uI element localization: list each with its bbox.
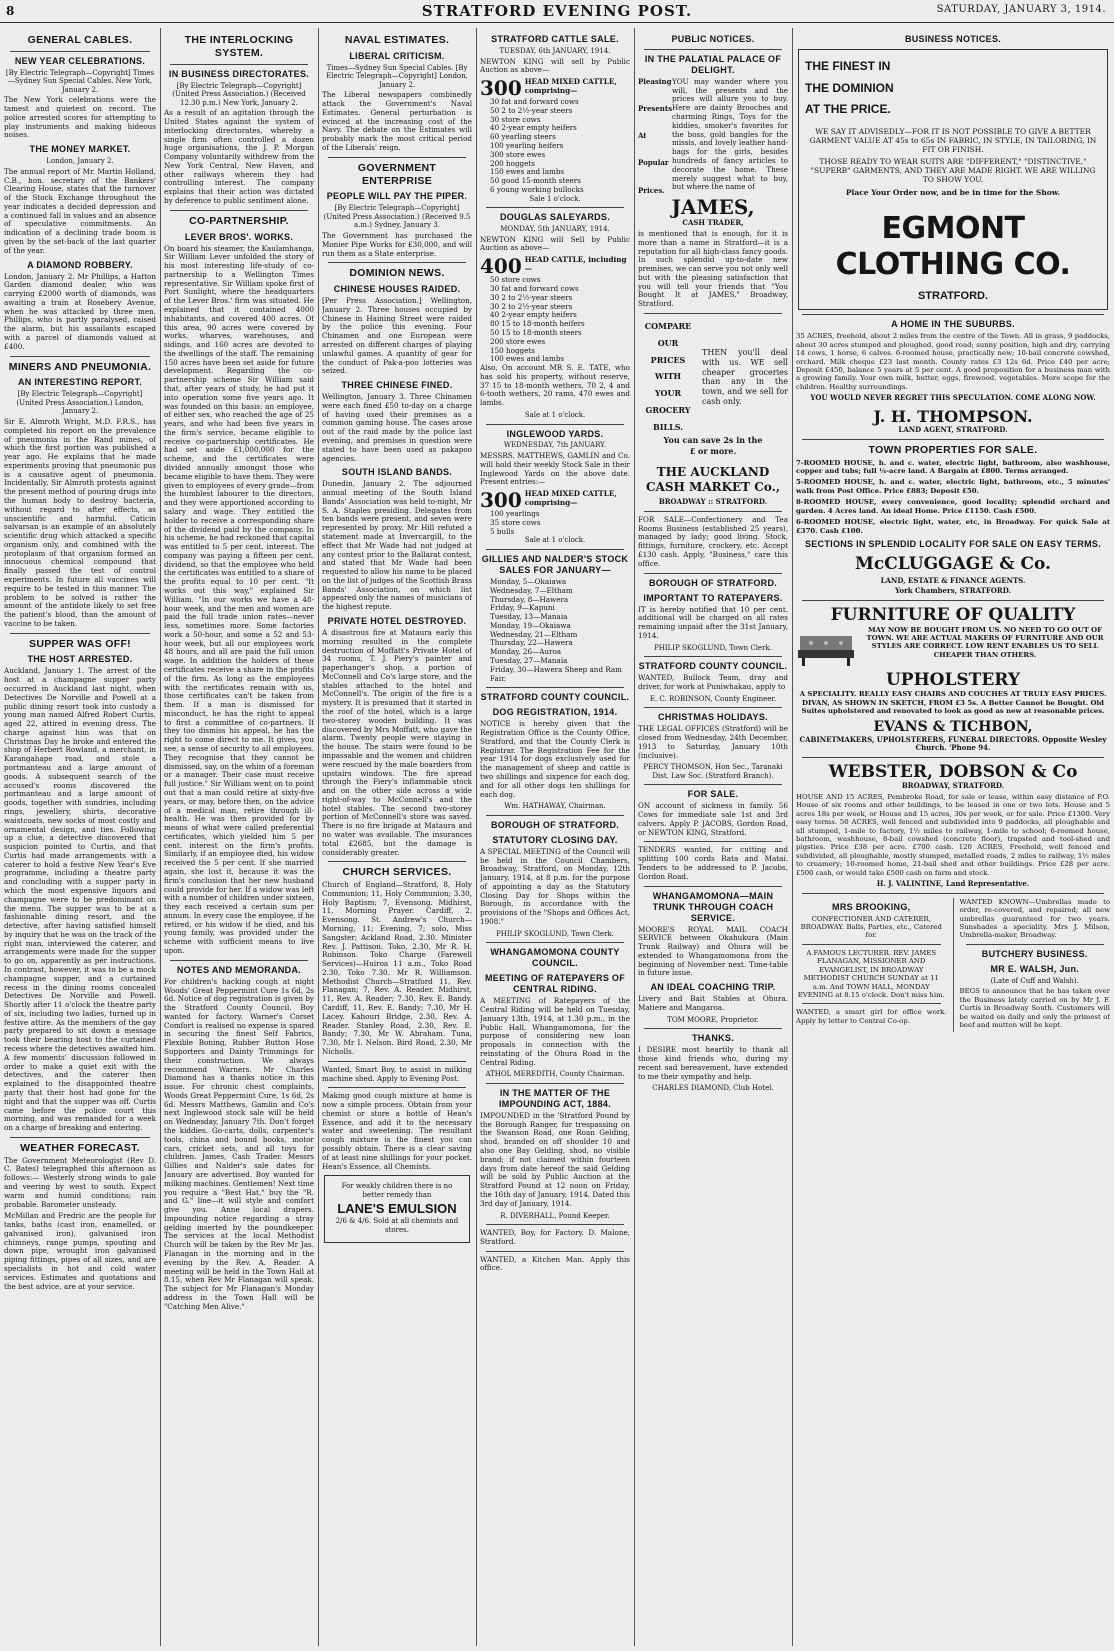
- column-rule: [160, 28, 161, 1646]
- ad-text: Also, On account MR S. E. TATE, who has sold his property, without reserve, 37 15 to 18-month wethers, 70 2, 4 and 6-tooth wethers, 20 rams, 470 ewes and lambs.: [480, 363, 630, 408]
- article-text: London, January 2. Mr Phillips, a Hatton Garden diamond dealer, who was carrying £2000 worth of diamonds, was awaiting a train at Rosebery Avenue, when he was attacked by three men. Phillips, who is partly paralysed, raised the alarm, but his assailants escaped with a parcel of diamonds valued at £400.: [4, 271, 156, 351]
- newspaper-title: STRATFORD EVENING POST.: [421, 2, 693, 20]
- sale-date: WEDNESDAY, 7th JANUARY.: [503, 441, 607, 450]
- property-listing: 7-ROOMED HOUSE, h. and c. water, electric light, bathroom, also washhouse, copper and tubs; full ¼-acre land. A Bargain at £800. Terms arranged.: [796, 458, 1110, 476]
- ad-text: £ or more.: [689, 446, 737, 457]
- furniture-ad: [796, 626, 1110, 670]
- ad-text: CABINETMAKERS, UPHOLSTERERS, FUNERAL DIRECTORS. Opposite Wesley Church. 'Phone 94.: [799, 734, 1107, 753]
- notice-text: ON account of sickness in family. 56 Cows for immediate sale 1st and 3rd calvers. Apply P. JACOBS, Gordon Road, or NEWTON KING, Stratford.: [638, 801, 788, 837]
- byline: [By Electric Telegraph—Copyright] (United Press Association.) London, January 2.: [16, 390, 144, 416]
- list-item: 100 yearling heifers: [490, 140, 564, 150]
- side-word: Prices.: [638, 185, 665, 195]
- compare-words: [638, 318, 698, 436]
- section-heading: GENERAL CABLES.: [27, 34, 133, 46]
- article-subheading: CHINESE HOUSES RAIDED.: [333, 284, 461, 295]
- ad-text: Place Your Order now, and be in time for the Show.: [845, 187, 1061, 197]
- ad-heading: TOWN PROPERTIES FOR SALE.: [868, 443, 1038, 456]
- article-subheading: LEVER BROS'. WORKS.: [184, 231, 294, 242]
- side-word: Presents: [638, 104, 673, 114]
- article-subheading: LIBERAL CRITICISM.: [349, 50, 445, 61]
- ad-text: MAY NOW BE BOUGHT FROM US. NO NEED TO GO OUT OF TOWN. WE ARE ACTUAL MAKERS OF FURNITURE AND OUR STYLES ARE CORRECT. LOW RENT ENABLES US TO SELL CHEAPER THAN OTHERS.: [866, 625, 1104, 659]
- article-subheading: SOUTH ISLAND BANDS.: [341, 467, 453, 478]
- article-heading: CHURCH SERVICES.: [342, 866, 452, 879]
- ad-text: York Chambers, STRATFORD.: [895, 586, 1011, 596]
- notice-signature: PHILIP SKOGLUND, Town Clerk.: [496, 929, 614, 938]
- byline: [By Electric Telegraph—Copyright] (United Press Association.) (Received 9.5 a.m.) Sydney, January 3.: [323, 204, 471, 230]
- list-item: 150 ewes and lambs: [490, 167, 565, 177]
- list-item: 5 bulls: [490, 526, 515, 536]
- byline: Times—Sydney Sun Special Cables. [By Electric Telegraph—Copyright] London, January 2.: [326, 63, 468, 89]
- article-subheading: AN INTERESTING REPORT.: [17, 377, 143, 388]
- column-4: [480, 30, 630, 1645]
- notice-text: NOTICE is hereby given that the Registration Office is the County Office, Stratford, and that the County Clerk is Registrar. The Registration Fee for the year 1914 for dogs exclusively used for the management of sheep and cattle is two shillings and sixpence for each dog, and for all other dogs ten shillings for each dog.: [480, 719, 630, 799]
- list-item: 40 2-year empty heifers: [490, 123, 577, 133]
- list-item: 50 2 to 2½-year steers: [490, 105, 573, 115]
- notice-subheading: AN IDEAL COACHING TRIP.: [650, 982, 776, 993]
- sale-headline: 300 HEAD MIXED CATTLE, comprising—: [480, 76, 617, 101]
- article-text: The Liberal newspapers combinedly attack the Government's Naval Estimates. General perturbation is evinced at the increasing cost of the Navy. The debate on the Estimates will probably mark the most critical period of the Liberals' reign.: [322, 90, 472, 153]
- list-item: 30 store cows: [490, 114, 541, 124]
- classified-ad: WANTED, a Kitchen Man. Apply this office.: [480, 1254, 630, 1273]
- list-item: 50 15 to 18-month steers: [490, 327, 582, 337]
- headline-line: THE FINEST IN: [805, 58, 891, 73]
- article-subheading: IN BUSINESS DIRECTORATES.: [168, 68, 310, 79]
- list-item: 200 hoggets: [490, 158, 535, 168]
- ad-text: is mentioned that is enough, for it is more than a name in Stratford—it is a reputation for all high-class fancy goods. In such splendid up-to-date new premises, we can serve you not only well but with the pleasing satisfaction that you will tell your friends that "You Bought It at JAMES," Broadway, Stratford.: [638, 228, 788, 309]
- upholstery-title: UPHOLSTERY: [885, 669, 1021, 690]
- column-rule: [634, 28, 635, 1646]
- article-heading: MINERS AND PNEUMONIA.: [8, 360, 152, 373]
- ad-text: SECTIONS IN SPLENDID LOCALITY FOR SALE ON EASY TERMS.: [804, 539, 1102, 549]
- notice-subheading: IMPORTANT TO RATEPAYERS.: [643, 592, 783, 603]
- article-text: The Government Meteorologist (Rev D. C. Bates) telegraphed this afternoon as follows:— Westerly strong winds to gale and veering by west to south. Expect warm and humid conditions; rain probable. Barometer unsteady.: [4, 1155, 156, 1209]
- james-name: JAMES,: [671, 195, 755, 220]
- side-word: At: [638, 131, 647, 141]
- list-item: 30 2 to 2½-year steers: [490, 301, 573, 311]
- palace-ad: [638, 78, 788, 195]
- byline: [By Electric Telegraph—Copyright] (United Press Association.) (Received 12.30 p.m.) New York, January 2.: [172, 81, 306, 107]
- article-heading: NEW YEAR CELEBRATIONS.: [14, 55, 146, 66]
- ad-heading: BUTCHERY BUSINESS.: [981, 948, 1088, 959]
- notice-signature: TOM MOORE, Proprietor.: [667, 1015, 759, 1024]
- compare-word: OUR: [657, 337, 679, 348]
- article-text: Dunedin, January 2. The adjourned annual meeting of the South Island Bands' Association was held to-night, Mr S. A. Staples presiding. Delegates from ten bands were present, and seven were represented by proxy. Mr Hill refuted a statement made at Invercargill, to the effect that Mr Wade had not judged at any contest prior to the Ballarat contest, and stated that Mr Wade had been requested to allow his name to be placed on the list of judges of the Scottish Brass Bands' Association, on which list appeared only the names of musicians of the highest repute.: [322, 479, 472, 612]
- ad-text: STRATFORD.: [917, 289, 989, 302]
- article-text: A disastrous fire at Mataura early this morning resulted in the complete destruction of Moffatt's Private Hotel of 34 rooms, T. J. Piery's painter and paperhanger's shop, a portion of McConnell and Co's large store, and the stables attached to the hotel and McConnell's. The origin of the fire is a mystery. It is presumed that it started in the roof of the hotel, which is a large two-storey wooden building. It was discovered by Mrs Moffatt, who gave the alarm. Twenty people were staying in the house. The stairs were found to be impassable and the women and children were rescued by the male boarders from upstairs windows. The fire spread through the Fiery's inflammable stock and on the other side across a wide right-of-way to McConnell's and the hotel stables. The second two-storey portion of McConnell's store was saved. There is no fire brigade at Mataura and no water was available. The insurances total £2685, but the damage is considerably greater.: [322, 628, 472, 857]
- ad-text: BEGS to announce that he has taken over the Business lately carried on by Mr J. F. Curtis in Broadway South. Customers will be waited on daily and only the primest of beef and mutton will be kept.: [959, 987, 1110, 1029]
- classified-ad: WANTED, a smart girl for office work. Apply by letter to Central Co-op.: [796, 1008, 947, 1025]
- notice-text: THE LEGAL OFFICES (Stratford) will be closed from Wednesday, 24th December, 1913 to Saturday, January 10th (inclusive).: [638, 724, 788, 760]
- advertisement-text: McMillan and Fredric are the people for tanks, baths (cast iron, enamelled, or galvanised iron), galvanised iron chimneys, range pumps, spouting and down pipe, wrought iron galvanised piping fittings, pipes of all sizes, and are specialists in hot and cold water services. Estimates and quotations and the best advice, are at your service.: [4, 1211, 156, 1291]
- ad-heading: INGLEWOOD YARDS.: [506, 428, 604, 439]
- notice-text: IMPOUNDED in the 'Stratford Pound by the Borough Ranger, for trespassing on the Swanson Road, one Roan Gelding, shod, branded on off shoulder 10 and also one Bay Gelding, shod, no visible brand; if not claimed within fourteen days from date hereof the said Gelding will be sold by Public Auction at the Stratford Pound at 12 noon on Friday, the 16th day of January, 1914. Dated this 3rd day of January, 1914.: [480, 1110, 630, 1208]
- column-rule: [318, 28, 319, 1646]
- notice-heading: WHANGAMOMONA COUNTY COUNCIL.: [490, 947, 620, 969]
- list-item: 80 15 to 18-month heifers: [490, 319, 585, 329]
- article-text: Auckland, January 1. The arrest of the host at a champagne supper party occurred in Auckland last night, when Detectives De Norville and Powell at a public dining resort took into custody a young man named Alfred Robert Curtis, aged 22, attired in evening dress. The charge against him was that on Christmas Day he broke and entered the shop of Herbert Rowland, a merchant, in Karangahape road, and stole a portmanteau and a large amount of goods. A subsequent search of the accused's rooms discovered the portmanteau and a large amount of goods, together with sundries, including rings, jewellery, shirts, decorative waistcoats, new socks of most costly and ornamental design, and ties. Following up a clue, a detective discovered that suspicion pointed to Curtis, and that Curtis had made arrangements with a caterer to hold a festive New Year's Eve programme, including a theatre party and concluding with a supper party in which the most expensive liquors and champagne were to be predominant on the menu. The supper was to be at a fashionable dining resort, and the detective, after having satisfied himself by inquiry that he was on the track of the right man, interviewed the caterer, and arrangements were made for the supper to go on, apparently as per instructions. In contrast, however, it was to be a mock champagne supper, and a curtained recess in the dining rooms concealed Detectives De Norville and Powell. Shortly after 11 o'clock the theatre party of six, including two ladies, turned up in festive attire. As the members of the gay party prepared to sit down a message took their bearing host to the curtained recess where the detectives awaited him. A few moments' discussion followed in order to make a quiet exit with the detectives, and the caterer then explained to the disappointed theatre party that their host had gone for the night and that the supper was off. Curtis came before the police court this morning, and was remanded for a week on a charge of breaking and entering.: [4, 666, 156, 1133]
- compare-word: YOUR: [654, 388, 682, 399]
- notice-heading: BOROUGH OF STRATFORD.: [648, 577, 778, 588]
- sale-headline: 300 HEAD MIXED CATTLE, comprising—: [480, 488, 617, 513]
- list-item: 200 store ewes: [490, 336, 546, 346]
- article-text: The Government has purchased the Monier Pipe Works for £30,000, and will run them as a State enterprise.: [322, 230, 472, 258]
- advertisement-text: Making good cough mixture at home is now a simple process. Obtain from your chemist or store a bottle of Hean's Essence, and add it to the necessary water and sweetening. The resultant cough mixture is the finest you can possibly obtain. There is a clear saving of at least nine shillings for your pocket. Hean's Essence, all Chemists.: [322, 1091, 472, 1171]
- bottom-right-ads: [960, 898, 1111, 1033]
- notice-subheading: DOG REGISTRATION, 1914.: [492, 707, 618, 718]
- notice-text: I DESIRE most heartily to thank all those kind friends who, during my recent sad bereavement, have extended to me their sympathy and help.: [638, 1045, 788, 1081]
- dateline: London, January 2.: [46, 157, 114, 166]
- article-text: As a result of an agitation through the United States against the system of interlocking directorates, whereby a single firm often controlled a dozen huge organisations, the J. P. Morgan Company voluntarily withdrew from the New York Central, New Haven, and other railways wherein they had controlling interest. The company explains that their action was dictated by deference to public sentiment alone.: [164, 108, 314, 205]
- compare-word: GROCERY: [645, 405, 691, 415]
- compare-word: PRICES: [650, 354, 686, 365]
- brooking-name: MRS BROOKING,: [832, 901, 911, 912]
- notice-heading: THANKS.: [691, 1033, 735, 1044]
- notice-subheading: STATUTORY CLOSING DAY.: [492, 834, 618, 845]
- ad-text: NEWTON KING will Sell by Public Auction as above—: [480, 234, 630, 253]
- butcher-name: MR E. WALSH, Jun.: [990, 963, 1080, 974]
- list-item: Monday, 5—Okaiawa: [490, 576, 567, 586]
- article-text: The New York celebrations were the tamest and quietest on record. The police arrested scores for attempting to play instruments and making hideous noises.: [4, 95, 156, 140]
- ad-text: A SPECIALITY. REALLY EASY CHAIRS AND COUCHES AT TRULY EASY PRICES. DIVAN, AS SHOWN IN SKETCH, FROM £3 5s. A Better Cannot be Bought. Old Suites upholstered and renovated to look as good as new at reasonable prices.: [799, 690, 1107, 716]
- livestock-list: [480, 510, 630, 536]
- notice-heading: STRATFORD COUNTY COUNCIL.: [480, 692, 630, 703]
- property-listing: 8-ROOMED HOUSE, every convenience, good locality; splendid orchard and garden. 4 Acres land. An ideal Home. Price £1150. Cash £500.: [796, 498, 1110, 515]
- egmont-brand: EGMONT CLOTHING CO.: [835, 210, 1071, 283]
- compare-word: COMPARE: [644, 321, 692, 332]
- byline: [By Electric Telegraph—Copyright] Times—Sydney Sun Special Cables. New York, January 2.: [5, 68, 155, 94]
- furniture-title: FURNITURE OF QUALITY: [830, 604, 1076, 625]
- sale-time: Sale at 1 o'clock.: [524, 410, 586, 419]
- notice-signature: Wm. HATHAWAY, Chairman.: [504, 802, 606, 811]
- livestock-list: [480, 276, 630, 364]
- ad-text: BROADWAY, STRATFORD.: [901, 781, 1005, 791]
- notice-heading: IN THE MATTER OF THE IMPOUNDING ACT, 1884.: [499, 1087, 611, 1109]
- page-number: 8: [6, 4, 15, 18]
- bottom-ads: [796, 898, 1110, 1033]
- sale-time: Sale 1 o'clock.: [529, 194, 581, 203]
- egmont-headline: [805, 56, 1101, 121]
- ad-text: A FAMOUS LECTURER. REV. JAMES FLANAGAN, MISSIONER AND EVANGELIST, IN BROADWAY METHODIST CHURCH SUNDAY at 11 a.m. And TOWN HALL, MONDAY EVENING at 8.15 o'clock. Don't miss him.: [797, 948, 945, 999]
- headline-line: THE DOMINION: [805, 80, 894, 95]
- ad-text: (Late of Cuff and Walsh).: [990, 976, 1079, 985]
- article-heading: DOMINION NEWS.: [349, 267, 445, 280]
- list-item: 50 store cows: [490, 275, 541, 285]
- list-item: Tuesday, 13—Manaia: [490, 612, 568, 622]
- list-item: 30 fat and forward cows: [490, 284, 579, 294]
- ad-heading: GILLIES AND NALDER'S STOCK SALES FOR JANUARY—: [481, 554, 629, 575]
- list-item: 150 hoggets: [490, 345, 535, 355]
- masthead: [0, 0, 1114, 23]
- article-text: On board his steamer, the Kaulamhanga, Sir William Lever unfolded the story of his most interesting life-study of co-partnership to a Wellington Times representative. Sir William spoke first of Port Sunlight, where the headquarters of the Lever Bros.' firm was situated. He explained that it contained 4000 inhabitants, and covered 400 acres. Of this area, 90 acres were covered by works, wharves, warehouses, and sidings, and 160 acres are devoted to the dwellings of the staff. The remaining 150 acres have been set aside for future development. Regarding the co-partnership scheme Sir William said that, after years of study, he had put it into operation some five years ago. It was founded on this basis: an employee, of either sex, who reached the age of 25 years, and who had been five years in the firm's service, became eligible to receive co-partnership certificates. He had set aside £1,000,000 for the scheme, and the certificates were divided annually amongst those who became eligible to have them. They were given to employees of every grade—from the humblest labourer to the directors, and they were apportioned according to salary and wage. They entitled the holder to receive a corresponding share of the dividend paid by the company. In his scheme, he had reckoned that capital was entitled to 5 per cent. interest. The company was paying a fifteen per cent. dividend, so that the employee who held the certificates was entitled to a share of the profits equal to 10 per cent. "It works out this way," explained Sir William. "In our works we have a 48-hour week, and the men and women are paid the full trade union rates—never less, sometimes more. Some factories work a 50-hour, and some a 52 and 53-hour week, but all our employees work 48 hours, and all are paid the full union wage. In addition the holders of these certificates receive a share in the profits of the firm. As long as the employees with the certificates remain with us, those certificates can't be taken from them. If a man is dismissed for misconduct, he has the right to appeal to first a committee of co-partners. If they too dismiss his appeal, he has the right to come direct to me. It gives, you see, a sense of security to all employees. They recognise that they cannot be dismissed, say, on the whim of a foreman or a manager. Their case must receive full justice." Sir William went on to point out that a man could retire at sixty-five years, or may, before then, on the advice of a medical man, retire through ill-health. He was then provided for by means of what were called preferential certificates, which yielded him 5 per cent. interest on the firm's profits. Similarly, if an employee died, his widow received the 5 per cent. If she married again, she lost it, because it was the firm's conclusion that her new husband could provide for her. If a widow was left with a number of children under sixteen, they each received a certain sum per annum. In every case the employee, if he retired, or his widow if he died, and his young family, was provided under the scheme with sufficient means to live upon.: [164, 243, 314, 956]
- article-text: The annual report of Mr. Martin Holland, C.B., hon. secretary of the Bankers' Clearing House, states that the turnover of the Stock Exchange throughout the year indicates a decided depression and a continued fall in values and an absence of speculative commitments. An indication of a declining trade boom is given by the set-back of the last quarter of the year.: [4, 166, 156, 255]
- notice-heading: STRATFORD COUNTY COUNCIL.: [638, 661, 788, 672]
- town-properties-list: [796, 459, 1110, 535]
- notice-signature: ATHOL MEREDITH, County Chairman.: [485, 1070, 625, 1079]
- article-text: Wellington, January 3. Three Chinamen were each fined £50 to-day on a charge of having used their premises as a common gaming house. The cases arose out of the raid made by the police last evening, and premises in question were stated to have been used as pakapoo agencies.: [322, 392, 472, 463]
- list-item: 100 ewes and lambs: [490, 354, 565, 364]
- list-item: Monday, 19—Okaiawa: [490, 620, 571, 630]
- side-word: Popular: [638, 158, 669, 168]
- article-text: Sir E. Almroth Wright, M.D. F.R.S., has completed his report on the prevalence of pneumonia in the Rand mines, of which the first portion was published a year ago. He explains that he made experiments proving that pneumonic pus is a causative agent of pneumonia. Incidentally, Sir Almroth protests against the present method of pouring drugs into the human body to destroy bacteria, without regard to after effects, as unscientific and harmful. Caticin salvarsan is an example of an absolutely scientific drug which attacked a specific organism only, and combined with the protoplasm of that organism formed an innocuous chemical compound that finally passed the test of control experiments. In future all vaccines will require to be tested in this manner. The problem to be solved is rather the amount of the antidote likely to set free the patient's blood, than the amount of vaccine to be taken.: [4, 416, 156, 628]
- notice-subheading: MEETING OF RATEPAYERS OF CENTRAL RIDING.: [484, 973, 626, 995]
- article-text: For children's hacking cough at night Woods' Great Peppermint Cure 1s 6d, 2s 6d. Notice of dog registration is given by the Stratford County Council. Boy wanted for factory. Warner's Corset Comfort is realised no expense is spared in securing the finest Self Fabrics, Flexible Boning, Rubber Button Hose Supporters and Dainty Trimmings for their construction. We always recommend Warners. Mr Charles Diamond has a thanks notice in this issue. For chronic chest complaints, Woods Great Peppermint Cure, 1s 6d, 2s 6d. Messrs Matthews, Gamlin and Co's next Inglewood stock sale will be held on Wednesday, January 7th. Don't forget the kiddies. Go-carts, dolls, carpenter's tools, china and bound books, motor cars, cricket sets, and all toys for children. James, Cash Trader. Messrs Gillies and Nalder's sale dates for January are advertised. Boy wanted for milking machines. Gentlemen! Next time you require a "Best Hat," buy the "R. and G." line—it will style and comfort give you. Anne local drapers. Impounding notice regarding a stray gelding inserted by the poundkeeper. The services at the local Methodist Church will be taken by the Rev Mr Jas. Flanagan in the morning and in the evening by the Rev. A. Reader. A meeting will be held in the Town Hall at 8.15, when Rev Mr Flanagan will speak. The subject for Mr Flanagan's Monday address in the Town Hall will be "Catching Men Alive.": [164, 976, 314, 1311]
- ad-text: YOU WOULD NEVER REGRET THIS SPECULATION. COME ALONG NOW.: [810, 393, 1096, 403]
- list-item: 6 young working bullocks: [490, 184, 584, 194]
- column-rule: [476, 28, 477, 1646]
- egmont-clothing-ad: [798, 49, 1108, 310]
- notice-text: Livery and Bait Stables at Ohura. Matiere and Mangaroa.: [638, 994, 788, 1012]
- list-item: Thursday, 8—Hawera: [490, 594, 569, 604]
- sale-date: MONDAY, 5th JANUARY, 1914.: [500, 225, 610, 234]
- ad-text: MESSRS. MATTHEWS, GAMLIN and Co. will hold their weekly Stock Sale in their Inglewood Yards on the above date. Present entries:—: [480, 451, 630, 487]
- notice-heading: WHANGAMOMONA—MAIN TRUNK THROUGH COACH SERVICE.: [652, 890, 774, 923]
- divan-icon: [796, 628, 856, 668]
- ad-heading: STRATFORD CATTLE SALE.: [491, 34, 619, 44]
- article-heading: NAVAL ESTIMATES.: [344, 34, 450, 46]
- article-heading: THE MONEY MARKET.: [29, 144, 131, 155]
- compare-ad: [638, 318, 788, 436]
- notice-text: WANTED, Bullock Team, dray and driver, for work at Puniwhakau, apply to: [638, 673, 788, 691]
- ad-text: BROADWAY :: STRATFORD.: [658, 497, 768, 507]
- article-heading: THE INTERLOCKING SYSTEM.: [184, 34, 294, 59]
- notice-heading: CHRISTMAS HOLIDAYS.: [658, 712, 768, 723]
- headline-line: AT THE PRICE.: [805, 102, 891, 117]
- column-2: [164, 30, 314, 1645]
- list-item: Tuesday, 27—Manaia: [490, 655, 568, 665]
- column-5: [638, 30, 788, 1645]
- sale-date: TUESDAY, 6th JANUARY, 1914.: [499, 46, 611, 55]
- list-item: Monday, 26—Auroa: [490, 647, 562, 657]
- list-item: 60 yearling steers: [490, 132, 556, 142]
- palace-side-words: [638, 76, 673, 195]
- ad-text: CONFECTIONER AND CATERER, BROADWAY. Balls, Parties, etc., Catered for.: [800, 914, 942, 940]
- ad-text: WE SAY IT ADVISEDLY—FOR IT IS NOT POSSIBLE TO GIVE A BETTER GARMENT VALUE AT 45s to 65s IN FABRIC, IN STYLE, IN TAILORING, IN FIT OR FINISH.: [809, 126, 1097, 155]
- list-item: 35 store cows: [490, 517, 541, 527]
- livestock-list: [480, 98, 630, 195]
- mccluggage-name: McCLUGGAGE & Co.: [855, 553, 1051, 574]
- classified-ad: WANTED, Boy, for Factory. D. Malone, Stratford.: [480, 1228, 630, 1246]
- article-text: Church of England—Stratford, 8, Holy Communion; 11, Holy Communion; 3.30, Holy Baptism; 7, Evensong. Midhirst, 11, Morning Prayer. Cardiff, 2, Evensong. St. Andrew's Church—Morning, 11; Evening, 7; solo, Miss Sangster; Ackland Road, 2.30. Minister Rev. J. Pattison. Toko, 2.30, Mr R. H. Robinson. Toko Charge (Farewell Services)—Huiroa 11 a.m., Toko Road 2.30, Toko 7.30. Mr R. Williamson. Methodist Church—Stratford 11, Rev. Flanagan; 7, Rev. A. Reader. Midhirst, 11, Rev. A. Reader; 7.30, Rev. E. Bandy. Cardiff, 11, Rev. E. Bandy; 7.30, Mr H. Lacey. Kahouri Bridge, 2.30, Rev. A. Reader. Stanley Road, 2.30, Rev. E. Bandy; 7.30, Mr W. Abraham. Tuna, 7.30, Mr I. Nelson. Bird Road, 2.30, Mr Nicholls.: [322, 880, 472, 1056]
- section-heading: BUSINESS NOTICES.: [904, 34, 1002, 44]
- notice-signature: CHARLES DIAMOND, Club Hotel.: [652, 1084, 774, 1093]
- list-item: 40 2-year empty heifers: [490, 310, 577, 320]
- classified-ad: Wanted, Smart Boy, to assist in milking machine shed. Apply to Evening Post.: [322, 1064, 472, 1083]
- ad-text: NEWTON KING will sell by Public Auction as above—: [480, 56, 630, 75]
- ad-text: THEN you'll deal with us. WE sell cheaper groceries than any in the town, and we sell for cash only.: [702, 348, 788, 406]
- evans-tichbon-name: EVANS & TICHBON,: [873, 718, 1033, 735]
- notice-heading: BOROUGH OF STRATFORD.: [490, 819, 620, 830]
- compare-word: WITH: [654, 371, 682, 382]
- ad-text: HOUSE AND 15 ACRES, Pembroke Road, for sale or lease, within easy distance of P.O. House of six rooms and other buildings, to be leased in one or two lots. House and 5 acres 18s per week, or House and 15 acres, 30s per week, or for sale. Price £1300. Very easy terms. 50 ACRES, well fenced and subdivided into 9 paddocks, all ploughable and all stumped, 1-mile to factory, 1½ miles to railway, 1-mile to school; 6-roomed house, bathroom, washhouse, 8-bail cowshed (concrete floor), trapsted and tool-shed and pigsties. Price £38 per acre. £700 cash. 120 ACRES, Freehold, well fenced and subdivided, all ploughable, mostly stumped, metalled roads, 2 miles to railway, 1½ miles to creamery; 10-roomed home, 21-bail shed and other buildings. Price £28 per acre. £500 cash, or would take £500 cash on farm and stock.: [796, 792, 1110, 877]
- article-heading: A DIAMOND ROBBERY.: [27, 259, 133, 270]
- side-word: Pleasing: [638, 76, 672, 86]
- sale-dates-list: [480, 578, 630, 683]
- list-item: Thursday, 22—Hawera: [490, 638, 573, 648]
- ad-heading: DOUGLAS SALEYARDS.: [499, 212, 611, 223]
- webster-dobson-name: WEBSTER, DOBSON & Co: [828, 761, 1078, 782]
- ad-text: LAND AGENT, STRATFORD.: [898, 425, 1008, 435]
- list-item: Friday, 30—Hawera Sheep and Ram Fair.: [490, 664, 623, 683]
- notice-signature: PERCY THOMSON, Hon Sec., Taranaki Dist. Law Soc. (Stratford Branch).: [643, 763, 783, 780]
- classified-ad: FOR SALE—Confectionery and Tea Rooms Business (established 25 years), managed by lady; good living. Stock, fittings, furniture, crockery, etc. Accept £130 cash. Apply, "Business," care this office.: [638, 514, 788, 568]
- ad-text: H. J. VALINTINE, Land Representative.: [876, 879, 1030, 889]
- article-text: [Per Press Association.] Wellington, January 2. Three houses occupied by Chinese in Haining Street were raided by the police this evening. Four Chinamen and one European were arrested on different charges of playing unlawful games. A quantity of gear for the conduct of Pak-a-poo lotteries was seized.: [322, 296, 472, 376]
- article-subheading: THREE CHINESE FINED.: [341, 380, 453, 391]
- notice-text: A SPECIAL MEETING of the Council will be held in the Council Chambers, Broadway, Stratford, on Monday, 12th January, 1914, at 8 p.m. for the purpose of appointing a day as the Statutory Closing Day for Shops within the Borough, in accordance with the provisions of the "Shops and Offices Act, 1908.": [480, 846, 630, 926]
- list-item: 30 fat and forward cows: [490, 97, 579, 107]
- section-heading: PUBLIC NOTICES.: [671, 34, 755, 44]
- compare-word: BILLS.: [652, 421, 684, 432]
- ad-heading: A HOME IN THE SUBURBS.: [891, 319, 1015, 330]
- ad-text: 35 ACRES, freehold, about 2 miles from the centre of the Town. All in grass, 9 paddocks, about 30 acres stumped and ploughed, good road; sunny position, high and dry, carrying 14 cows, 1 horse, 6 calves. 6-roomed house, practically new; 10-bail concrete cowshed, orchard. Milk cheque £23 last month. County rates £3 12s 6d. Price £40 per acre; Deposit £450, balance 5 years at 5 per cent. A good proposition for a business man with a growing family. Your own milk, butter, eggs, firewood, vegetables. More scope for the children. Healthy surroundings.: [796, 332, 1110, 391]
- property-listing: 6-ROOMED HOUSE, electric light, water, etc, in Broadway. For quick Sale at £370. Cash £100.: [796, 518, 1110, 535]
- column-3: [322, 30, 472, 1645]
- list-item: Wednesday, 21—Eltham: [490, 629, 578, 639]
- notice-text: MOORE'S ROYAL MAIL COACH SERVICE between Okahukura (Main Trunk Railway) and Ohura will be extended to Whangamomona from the beginning of November next. Time-table in future issue.: [638, 924, 788, 978]
- notice-text: IT is hereby notified that 10 per cent. additional will be charged on all rates remaining unpaid after the 31st January, 1914.: [638, 604, 788, 640]
- property-listing: 5-ROOMED HOUSE, h. and c. water, electric light, bathroom, etc., 5 minutes' walk from Post Office. Price £883; Deposit £50.: [796, 478, 1110, 495]
- article-subheading: PRIVATE HOTEL DESTROYED.: [327, 616, 467, 627]
- notice-signature: R. DIVERHALL, Pound Keeper.: [500, 1211, 610, 1220]
- list-item: 100 yearlings: [490, 509, 540, 519]
- issue-date: SATURDAY, JANUARY 3, 1914.: [936, 4, 1106, 15]
- list-item: Friday, 9—Kapuni: [490, 603, 555, 613]
- list-item: 30 2 to 2½-year steers: [490, 292, 573, 302]
- article-heading: SUPPER WAS OFF!: [29, 637, 131, 650]
- article-heading: GOVERNMENT ENTERPRISE: [357, 161, 437, 187]
- ad-text: You can save 2s in the: [663, 434, 763, 445]
- james-subtitle: CASH TRADER,: [682, 218, 744, 228]
- article-heading: NOTES AND MEMORANDA.: [176, 964, 302, 975]
- auckland-cash-market-name: THE AUCKLAND CASH MARKET Co.,: [646, 465, 780, 494]
- ad-heading: IN THE PALATIAL PALACE OF DELIGHT.: [644, 53, 782, 75]
- list-item: Wednesday, 7—Eltham: [490, 585, 573, 595]
- sale-time: Sale at 1 o'clock.: [524, 536, 586, 545]
- article-heading: WEATHER FORECAST.: [20, 1141, 140, 1154]
- classified-ad: WANTED KNOWN—Umbrellas made to order, re-covered, and repaired; all new umbrellas guaranteed for two years. Sunshades a speciality. Mrs J. Milson, Umbrella-maker, Broadway.: [959, 897, 1110, 940]
- notice-text: A MEETING of Ratepayers of the Central Riding will be held on Tuesday, January 13th, 1914, at 1.30 p.m., in the Public Hall, Whangamomona, for the purpose of considering new loan proposals in connection with the reinstating of the Ohura Road in the Central Riding.: [480, 996, 630, 1067]
- notice-signature: PHILIP SKOGLUND, Town Clerk.: [654, 643, 772, 652]
- article-heading: CO-PARTNERSHIP.: [189, 214, 289, 227]
- column-6: [796, 30, 1110, 1645]
- notice-signature: E. C. ROBINSON, County Engineer.: [649, 694, 777, 703]
- column-1: [4, 30, 156, 1645]
- column-rule: [792, 28, 793, 1646]
- thompson-name: J. H. THOMPSON.: [873, 406, 1033, 426]
- bottom-left-ads: [796, 898, 947, 1033]
- ad-text: LAND, ESTATE & FINANCE AGENTS.: [880, 575, 1026, 585]
- article-subheading: THE HOST ARRESTED.: [27, 654, 133, 665]
- sale-headline: 400 HEAD CATTLE, including—: [480, 254, 627, 279]
- notice-heading: FOR SALE.: [687, 789, 739, 800]
- lanes-emulsion-ad: For weakly children there is no better remedy than LANE'S EMULSION 2/6 & 4/6. Sold at all chemists and stores.: [324, 1175, 470, 1243]
- list-item: 300 store ewes: [490, 149, 546, 159]
- article-subheading: PEOPLE WILL PAY THE PIPER.: [326, 191, 468, 202]
- list-item: 50 good 15-month steers: [490, 176, 581, 186]
- ad-text: THOSE READY TO WEAR SUITS ARE "DIFFERENT," "DISTINCTIVE," "SUPERB" GARMENTS, AND THEY ARE MADE RIGHT. WE ARE WILLING TO SHOW YOU.: [810, 157, 1096, 185]
- ad-text: YOU may wander where you will, the presents and the prices will allure you to buy. Here are dainty Brooches and charming Rings, Toys for the kiddies, smoker's favorites for the boss, gold bangles for the missis, and lovely leather hand-bags for the girls, besides hundreds of fancy articles to decorate the home. These merely suggest what to buy, but where the name of: [672, 76, 788, 192]
- classified-ad: TENDERS wanted, for cutting and splitting 100 cords Rata and Matai. Tenders to be addressed to P. Jacobs, Gordon Road.: [638, 845, 788, 881]
